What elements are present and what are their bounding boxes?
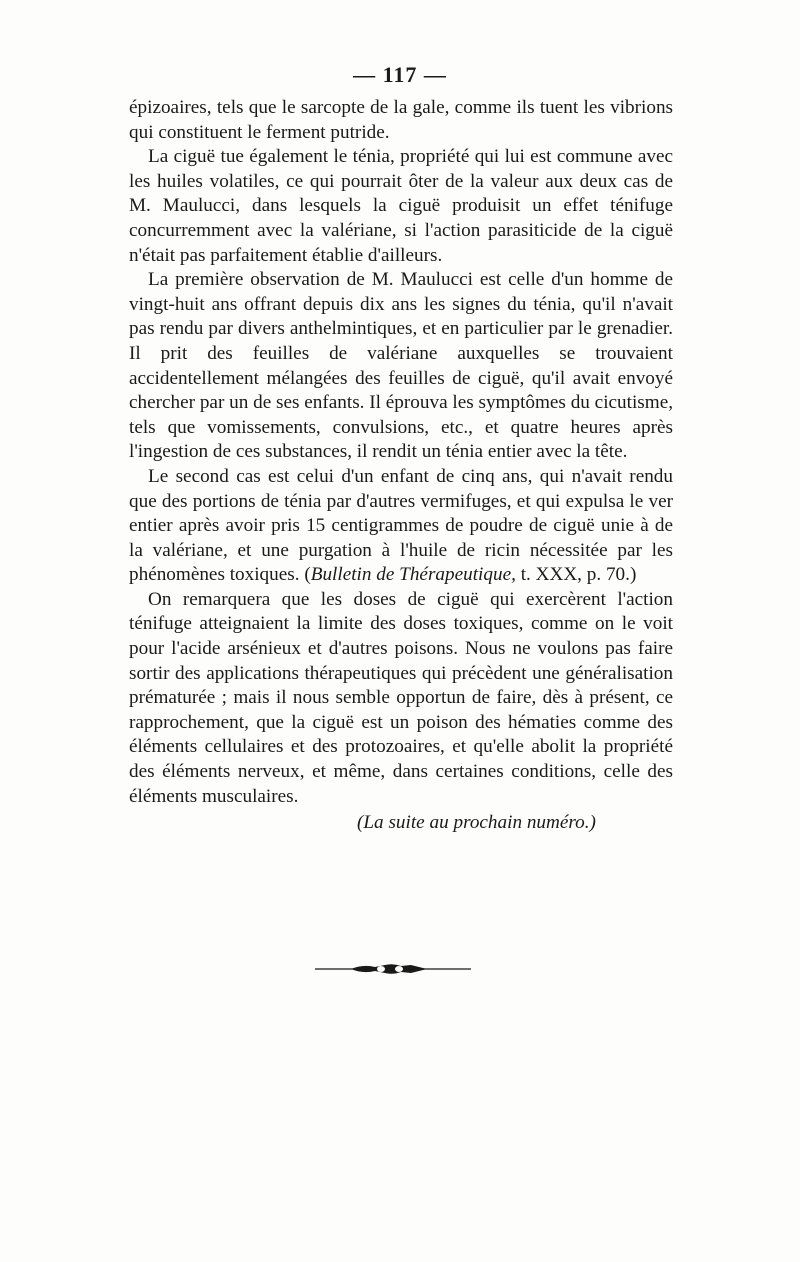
- continuation-note: (La suite au prochain numéro.): [357, 812, 596, 834]
- paragraph-3: La première observation de M. Maulucci est celle d'un homme de vingt-huit ans offrant depuis dix ans les signes du ténia, qu'il n'avait pas rendu par divers anthelmintiques, et en particulier par le grenadier. Il prit des feuilles de valériane auxquelles se trouvaient accidentellement mélangées des feuilles de ciguë, qu'il avait envoyé chercher par un de ses enfants. Il éprouva les symptômes du cicutisme, tels que vomissements, convulsions, etc., et quatre heures après l'ingestion de ces substances, il rendit un ténia entier avec la tête.: [129, 269, 674, 463]
- paragraph-1: épizoaires, tels que le sarcopte de la gale, comme ils tuent les vibrions qui constituent le ferment putride.: [129, 97, 673, 143]
- decorative-rule-ornament-icon: [315, 962, 471, 976]
- paragraph-2: La ciguë tue également le ténia, propriété qui lui est commune avec les huiles volatiles, ce qui pourrait ôter de la valeur aux deux cas de M. Maulucci, dans lesquels la ciguë produisit un effet ténifuge concurremment avec la valériane, si l'action parasiticide de la ciguë n'était pas parfaitement établie d'ailleurs.: [129, 146, 673, 266]
- bulletin-citation: Bulletin de Thérapeutique,: [310, 564, 516, 586]
- page-number: — 117 —: [353, 62, 447, 87]
- paragraph-4-reference: t. XXX, p. 70.): [515, 564, 637, 586]
- body-text: [129, 96, 673, 836]
- paragraph-5: On remarquera que les doses de ciguë qui exercèrent l'action ténifuge atteignaient la limite des doses toxiques, comme on le voit pour l'acide arsénieux et d'autres poisons. Nous ne voulons pas faire sortir des applications thérapeutiques qui précèdent une généralisation prématurée ; mais il nous semble opportun de faire, dès à présent, ce rapprochement, que la ciguë est un poison des hématies comme des éléments cellulaires et des protozoaires, et qu'elle abolit la propriété des éléments nerveux, et même, dans certaines conditions, celle des éléments musculaires.: [129, 588, 673, 807]
- paragraph-4-text: Le second cas est celui d'un enfant de cinq ans, qui n'avait rendu que des portions de ténia par d'autres vermifuges, et qui expulsa le ver entier après avoir pris 15 centigrammes de poudre de ciguë unie à de la valériane, et une purgation à l'huile de ricin nécessitée par les phénomènes toxiques. (: [129, 465, 673, 586]
- paragraph-4: [129, 465, 673, 588]
